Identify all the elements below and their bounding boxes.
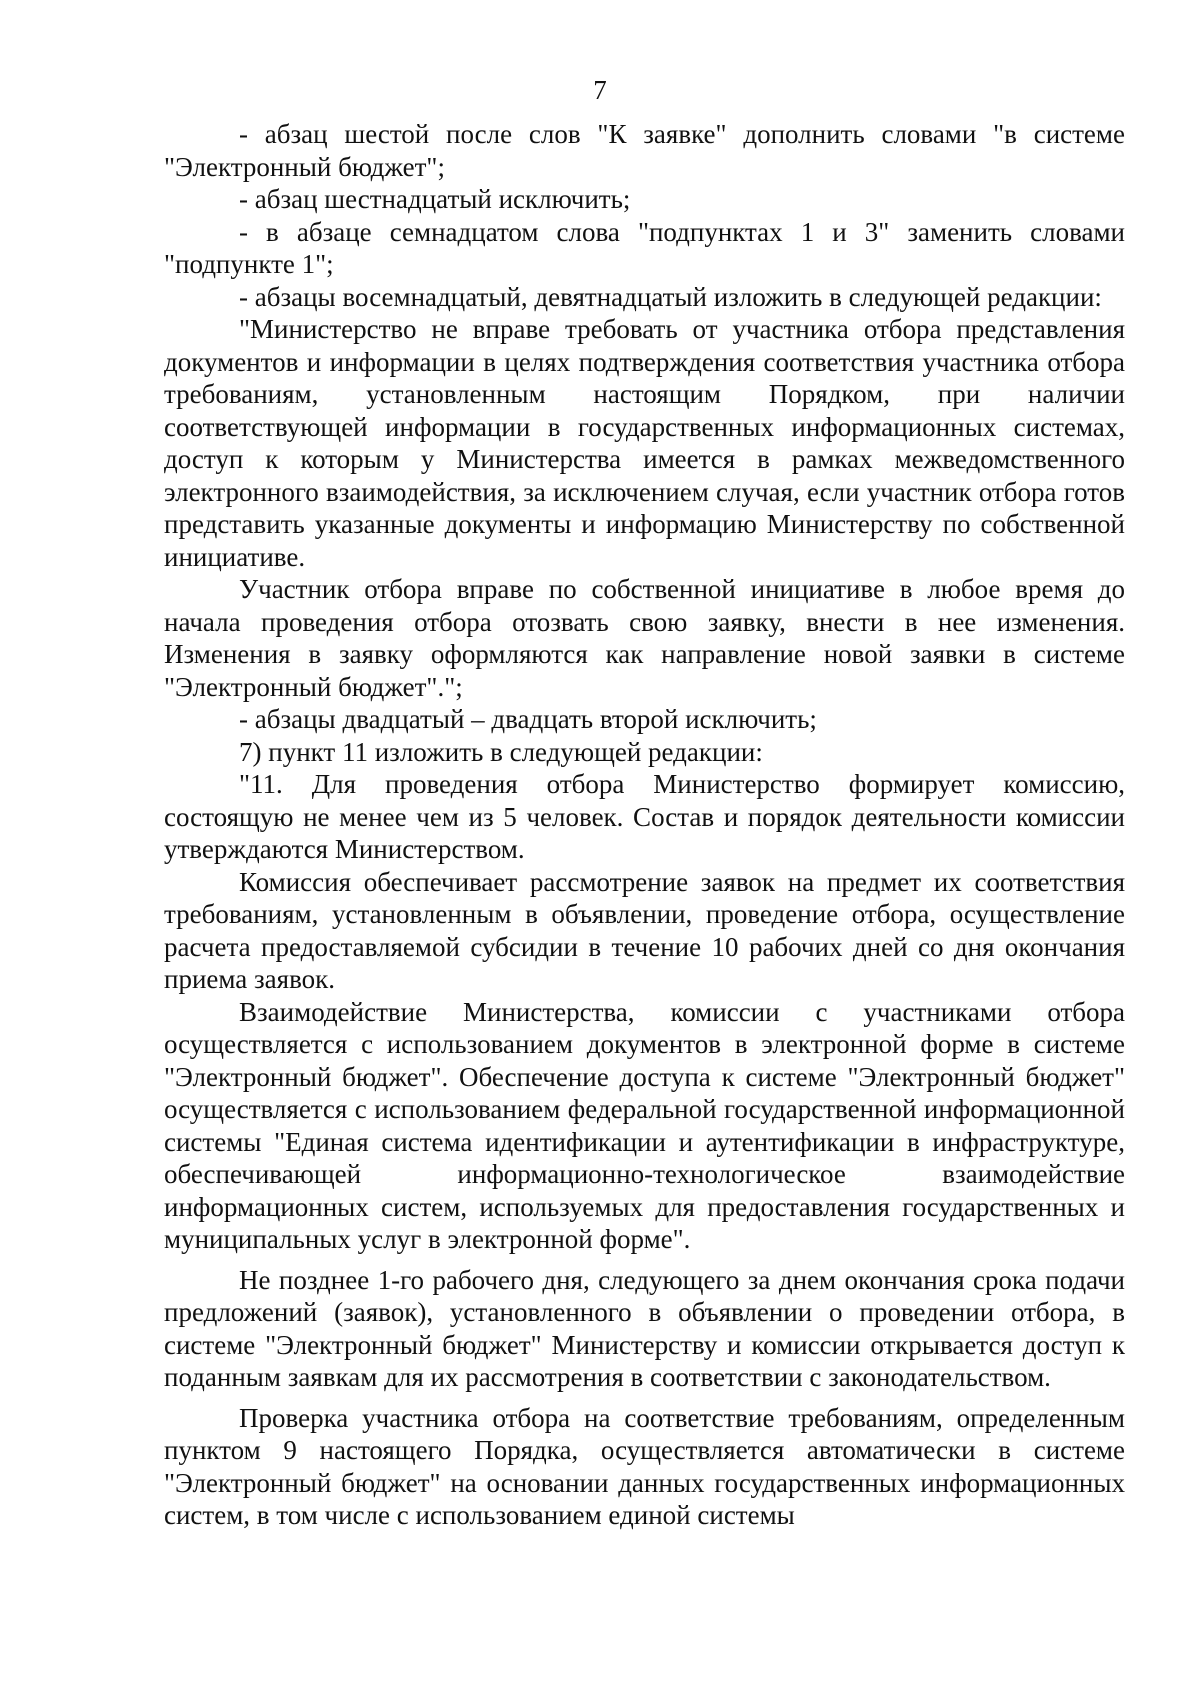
paragraph: Не позднее 1-го рабочего дня, следующего за днем окончания срока подачи предложений (заявок), установленного в объявлении о проведении отбора, в системе "Электронный бюджет" Министерству и комиссии открывается доступ к поданным заявкам для их рассмотрения в соответствии с законодательством. bbox=[164, 1264, 1125, 1392]
paragraph: "11. Для проведения отбора Министерство формирует комиссию, состоящую не менее чем из 5 человек. Состав и порядок деятельности комиссии утверждаются Министерством. bbox=[164, 769, 1125, 864]
paragraph: - абзацы восемнадцатый, девятнадцатый изложить в следующей редакции: bbox=[239, 281, 1102, 312]
paragraph: Комиссия обеспечивает рассмотрение заявок на предмет их соответствия требованиям, установленным в объявлении, проведение отбора, осуществление расчета предоставляемой субсидии в течение 10 рабочих дней со дня окончания приема заявок. bbox=[164, 866, 1125, 994]
paragraph: Взаимодействие Министерства, комиссии с участниками отбора осуществляется с использованием документов в электронной форме в системе "Электронный бюджет". Обеспечение доступа к системе "Электронный бюджет" осуществляется с использованием федеральной государственной информационной системы "Единая система идентификации и аутентификации в инфраструктуре, обеспечивающей информационно-технологическое взаимодействие информационных систем, используемых для предоставления государственных и муниципальных услуг в электронной форме". bbox=[164, 996, 1125, 1254]
paragraph: - абзац шестнадцатый исключить; bbox=[239, 184, 631, 214]
paragraph: - абзац шестой после слов "К заявке" дополнить словами "в системе "Электронный бюджет"; bbox=[164, 119, 1125, 182]
paragraph: 7) пункт 11 изложить в следующей редакции: bbox=[239, 736, 763, 767]
paragraph: - абзацы двадцатый – двадцать второй исключить; bbox=[239, 704, 817, 734]
page-number: 7 bbox=[593, 75, 607, 105]
paragraph: "Министерство не вправе требовать от участника отбора представления документов и информации в целях подтверждения соответствия участника отбора требованиям, установленным настоящим Порядком, при наличии соответствующей информации в государственных информационных системах, доступ к которым у Министерства имеется в рамках межведомственного электронного взаимодействия, за исключением случая, если участник отбора готов представить указанные документы и информацию Министерству по собственной инициативе. bbox=[164, 314, 1125, 572]
paragraph: Проверка участника отбора на соответствие требованиям, определенным пунктом 9 настоящего Порядка, осуществляется автоматически в системе "Электронный бюджет" на основании данных государственных информационных систем, в том числе с использованием единой системы bbox=[164, 1402, 1125, 1530]
document-body bbox=[164, 118, 1125, 1532]
paragraph: - в абзаце семнадцатом слова "подпунктах 1 и 3" заменить словами "подпункте 1"; bbox=[164, 216, 1125, 279]
paragraph: Участник отбора вправе по собственной инициативе в любое время до начала проведения отбора отозвать свою заявку, внести в нее изменения. Изменения в заявку оформляются как направление новой заявки в системе "Электронный бюджет"."; bbox=[164, 574, 1125, 702]
